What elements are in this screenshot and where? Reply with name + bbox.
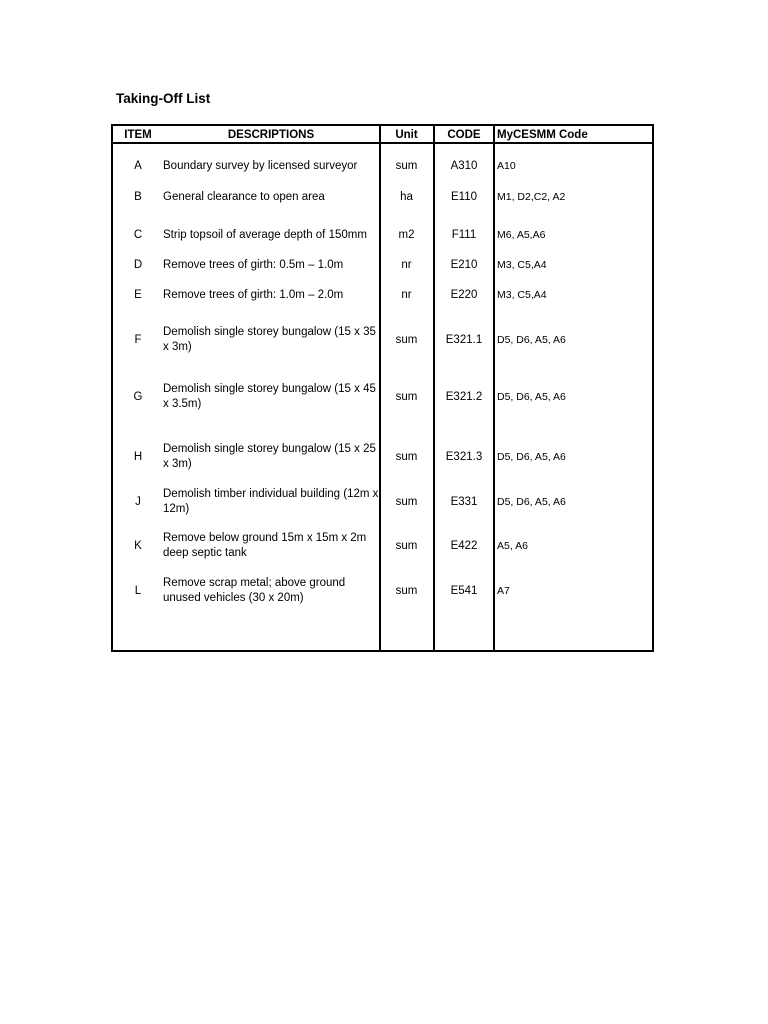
description-cell: Boundary survey by licensed surveyor [163,159,358,172]
description-cell: Remove scrap metal; above ground unused vehicles (30 x 20m) [163,577,346,604]
mycesmm-code-cell: D5, D6, A5, A6 [497,450,566,463]
item-cell: G [133,390,143,403]
unit-cell: sum [395,390,418,403]
unit-cell: sum [395,495,418,508]
taking-off-table [111,124,654,652]
code-cell: E541 [450,584,478,597]
unit-cell: sum [395,584,418,597]
header-code: CODE [447,129,481,141]
code-cell: A310 [450,159,478,172]
mycesmm-code-cell: A5, A6 [497,539,528,552]
mycesmm-code-cell: M6, A5,A6 [497,228,546,241]
code-cell: E321.3 [445,450,483,463]
code-cell: E321.1 [445,333,483,346]
code-cell: E321.2 [445,390,483,403]
description-cell: Remove below ground 15m x 15m x 2m deep septic tank [163,532,367,559]
item-cell: K [134,539,142,552]
document-title: Taking-Off List [116,91,211,106]
code-cell: E331 [450,495,478,508]
mycesmm-code-cell: A10 [497,159,516,172]
description-cell: Demolish single storey bungalow (15 x 35 x 3m) [163,326,376,353]
item-cell: F [134,333,142,346]
unit-cell: sum [395,450,418,463]
code-cell: E110 [450,190,477,203]
unit-cell: nr [401,258,412,271]
mycesmm-code-cell: M1, D2,C2, A2 [497,190,566,203]
description-cell: Demolish single storey bungalow (15 x 45 x 3.5m) [163,383,376,410]
mycesmm-code-cell: D5, D6, A5, A6 [497,333,566,346]
unit-cell: ha [400,190,413,203]
code-cell: E210 [450,258,478,271]
header-unit: Unit [395,129,418,141]
mycesmm-code-cell: D5, D6, A5, A6 [497,390,566,403]
header-mycesmm-code: MyCESMM Code [497,129,588,141]
code-cell: F111 [451,228,477,241]
header-descriptions: DESCRIPTIONS [227,129,315,141]
description-cell: Demolish timber individual building (12m x 12m) [163,488,379,515]
description-cell: Demolish single storey bungalow (15 x 25 x 3m) [163,443,376,470]
item-cell: B [134,190,142,203]
mycesmm-code-cell: M3, C5,A4 [497,258,547,271]
description-cell: Remove trees of girth: 1.0m – 2.0m [163,288,344,301]
mycesmm-code-cell: M3, C5,A4 [497,288,547,301]
item-cell: J [135,495,141,508]
unit-cell: nr [401,288,412,301]
description-cell: Remove trees of girth: 0.5m – 1.0m [163,258,344,271]
unit-cell: m2 [398,228,415,241]
code-cell: E220 [450,288,478,301]
header-item: ITEM [124,129,152,141]
unit-cell: sum [395,333,418,346]
item-cell: A [134,159,142,172]
item-cell: E [134,288,142,301]
unit-cell: sum [395,539,418,552]
item-cell: C [133,228,143,241]
item-cell: D [133,258,143,271]
description-cell: Strip topsoil of average depth of 150mm [163,228,367,241]
mycesmm-code-cell: D5, D6, A5, A6 [497,495,566,508]
mycesmm-code-cell: A7 [497,584,510,597]
description-cell: General clearance to open area [163,190,325,203]
item-cell: H [133,450,143,463]
unit-cell: sum [395,159,418,172]
item-cell: L [134,584,142,597]
code-cell: E422 [450,539,478,552]
